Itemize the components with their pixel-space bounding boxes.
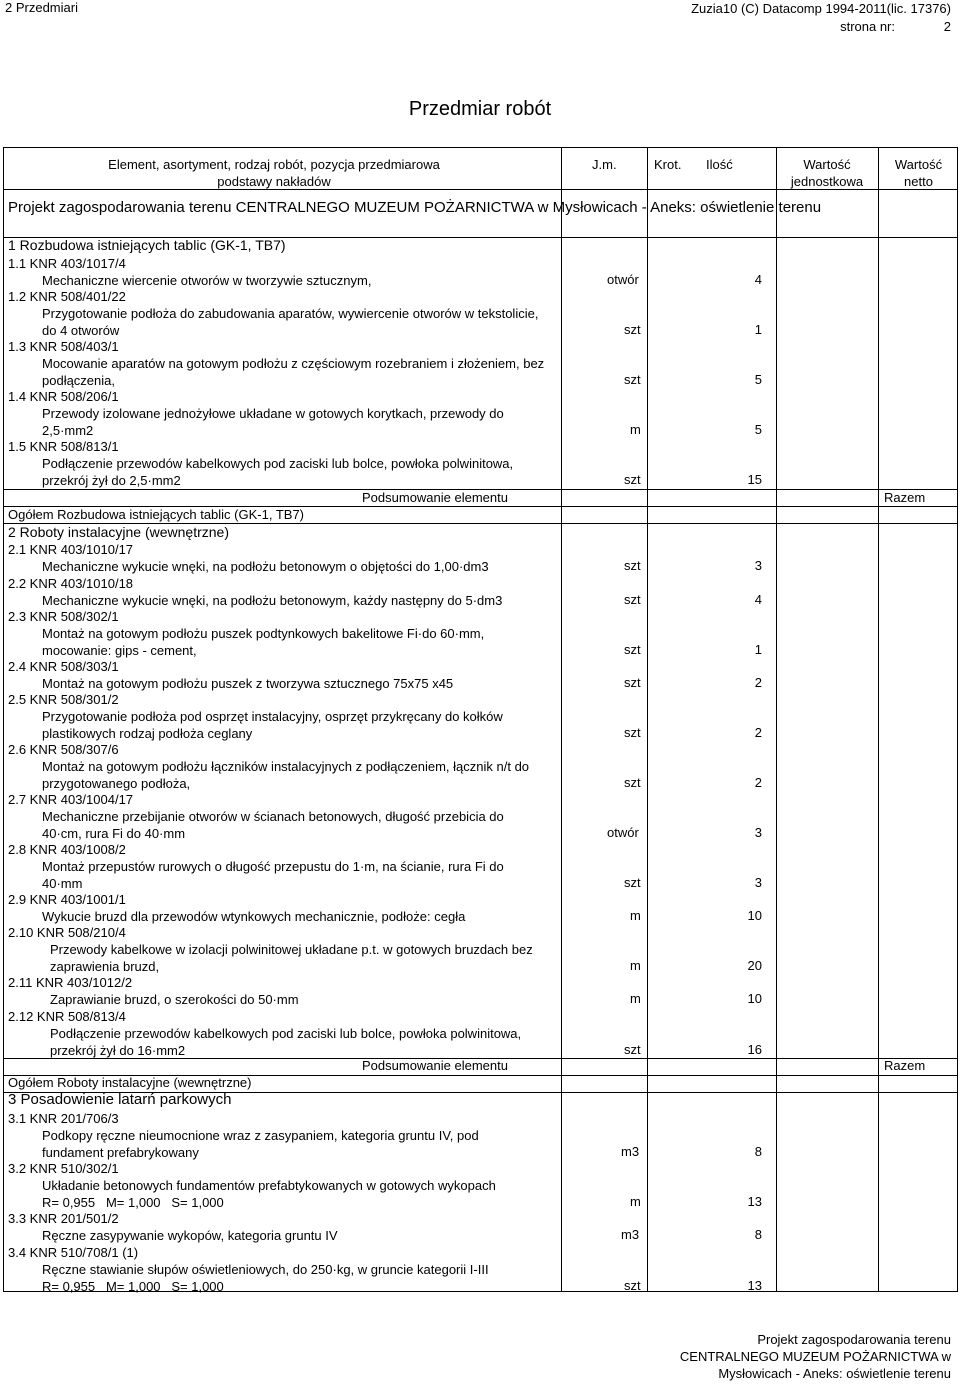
item-code: 2.5 KNR 508/301/2 <box>8 692 119 707</box>
item-description-cont: przekrój żył do 2,5·mm2 <box>42 473 181 488</box>
item-description-cont: do 4 otworów <box>42 323 120 338</box>
col-header-ilosc: Ilość <box>706 157 733 172</box>
table-row <box>8 974 564 1008</box>
table-row <box>8 1160 564 1211</box>
item-code: 2.3 KNR 508/302/1 <box>8 609 119 624</box>
table-row <box>8 255 564 289</box>
item-unit: szt <box>624 472 641 487</box>
summary-label: Podsumowanie elementu <box>362 490 508 505</box>
item-description-cont: przekrój żył do 16·mm2 <box>50 1043 186 1058</box>
item-unit: szt <box>624 1042 641 1057</box>
item-quantity: 3 <box>754 558 762 573</box>
item-unit: m <box>630 1194 641 1209</box>
item-code: 2.6 KNR 508/307/6 <box>8 742 119 757</box>
col-divider <box>878 148 879 1291</box>
item-description: Mechaniczne wykucie wnęki, na podłożu betonowym, każdy następny do 5·dm3 <box>42 593 503 608</box>
item-unit: otwór <box>607 825 639 840</box>
table-row <box>8 1110 564 1161</box>
item-quantity: 1 <box>754 642 762 657</box>
item-description: Podkopy ręczne nieumocnione wraz z zasypaniem, kategoria gruntu IV, pod <box>42 1128 479 1143</box>
summary-label: Podsumowanie elementu <box>362 1058 508 1073</box>
table-row <box>8 388 564 439</box>
item-description-cont: plastikowych rodzaj podłoża ceglany <box>42 726 253 741</box>
license-line: Zuzia10 (C) Datacomp 1994-2011(lic. 17376) <box>691 1 951 16</box>
table-row <box>8 338 564 389</box>
item-description: Mechaniczne wykucie wnęki, na podłożu betonowym o objętości do 1,00·dm3 <box>42 559 489 574</box>
footer-line: CENTRALNEGO MUZEUM POŻARNICTWA w <box>679 1349 951 1364</box>
section-total-label: Ogółem Rozbudowa istniejących tablic (GK-1, TB7) <box>8 507 304 522</box>
item-description: Mechaniczne wiercenie otworów w tworzywie sztucznym, <box>42 273 372 288</box>
item-quantity: 8 <box>754 1227 762 1242</box>
item-description: Układanie betonowych fundamentów prefabtykowanych w gotowych wykopach <box>42 1178 496 1193</box>
page-info <box>691 18 951 36</box>
item-code: 3.2 KNR 510/302/1 <box>8 1161 119 1176</box>
table-row <box>8 891 564 925</box>
item-code: 1.5 KNR 508/813/1 <box>8 439 119 454</box>
summary-total-label: Razem <box>884 490 926 505</box>
item-unit: m3 <box>621 1227 640 1242</box>
table-row <box>8 1244 564 1295</box>
section-total-label: Ogółem Roboty instalacyjne (wewnętrzne) <box>8 1075 252 1090</box>
item-unit: szt <box>624 372 641 387</box>
item-description-cont: R= 0,955 M= 1,000 S= 1,000 <box>42 1279 224 1294</box>
table-row <box>8 1210 564 1244</box>
col-header-net-value-l2: netto <box>904 174 933 189</box>
item-code: 2.2 KNR 403/1010/18 <box>8 576 134 591</box>
item-quantity: 15 <box>747 472 762 487</box>
page-number: 2 <box>943 19 951 34</box>
table-row <box>8 608 564 659</box>
page-title: Przedmiar robót <box>408 98 552 120</box>
item-unit: m <box>630 908 641 923</box>
table-row <box>8 658 564 692</box>
table-row <box>8 741 564 792</box>
item-quantity: 8 <box>754 1144 762 1159</box>
item-description-cont: R= 0,955 M= 1,000 S= 1,000 <box>42 1195 224 1210</box>
item-code: 1.1 KNR 403/1017/4 <box>8 256 126 271</box>
item-unit: szt <box>624 1278 641 1293</box>
item-unit: szt <box>624 675 641 690</box>
page-label: strona nr: <box>840 19 895 34</box>
col-divider <box>776 148 777 1291</box>
bill-of-quantities-table <box>3 147 958 1292</box>
table-row <box>8 541 564 575</box>
table-row <box>8 1008 564 1059</box>
footer-line: Mysłowicach - Aneks: oświetlenie terenu <box>718 1366 951 1381</box>
item-unit: otwór <box>607 272 639 287</box>
col-header-net-value <box>879 156 958 190</box>
item-unit: szt <box>624 642 641 657</box>
item-description: Przewody kabelkowe w izolacji polwinitowej układane p.t. w gotowych bruzdach bez <box>50 942 533 957</box>
col-header-net-value-l1: Wartość <box>894 157 943 172</box>
section-title: 2 Roboty instalacyjne (wewnętrzne) <box>8 524 229 540</box>
table-row <box>8 841 564 892</box>
footer-line: Projekt zagospodarowania terenu <box>757 1332 951 1347</box>
item-quantity: 16 <box>747 1042 762 1057</box>
item-description: Mechaniczne przebijanie otworów w ścianach betonowych, długość przebicia do <box>42 809 504 824</box>
item-quantity: 3 <box>754 825 762 840</box>
item-description: Montaż na gotowym podłożu łączników instalacyjnych z podłączeniem, łącznik n/t do <box>42 759 530 774</box>
col-header-unit-value-l1: Wartość <box>803 157 851 172</box>
item-description: Ręczne zasypywanie wykopów, kategoria gruntu IV <box>42 1228 338 1243</box>
summary-total-label: Razem <box>884 1058 926 1073</box>
item-code: 1.4 KNR 508/206/1 <box>8 389 119 404</box>
item-description-cont: zaprawienia bruzd, <box>50 959 160 974</box>
col-header-element <box>64 156 484 190</box>
col-header-unit-value <box>777 156 877 190</box>
item-description-cont: 40·mm <box>42 876 83 891</box>
col-header-element-l2: podstawy nakładów <box>217 174 331 189</box>
document-name: 2 Przedmiari <box>5 0 78 15</box>
item-description-cont: podłączenia, <box>42 373 115 388</box>
item-code: 2.12 KNR 508/813/4 <box>8 1009 126 1024</box>
item-description: Podłączenie przewodów kabelkowych pod zaciski lub bolce, powłoka polwinitowa, <box>42 456 514 471</box>
item-description-cont: mocowanie: gips - cement, <box>42 643 197 658</box>
item-code: 2.8 KNR 403/1008/2 <box>8 842 126 857</box>
item-description: Mocowanie aparatów na gotowym podłożu z częściowym rozebraniem i złożeniem, bez <box>42 356 545 371</box>
item-description: Montaż na gotowym podłożu puszek podtynkowych bakelitowe Fi·do 60·mm, <box>42 626 485 641</box>
item-description-cont: przygotowanego podłoża, <box>42 776 191 791</box>
item-quantity: 13 <box>747 1194 762 1209</box>
item-code: 2.9 KNR 403/1001/1 <box>8 892 126 907</box>
item-unit: szt <box>624 322 641 337</box>
col-divider <box>647 148 648 1291</box>
item-code: 2.1 KNR 403/1010/17 <box>8 542 134 557</box>
table-row <box>8 691 564 742</box>
item-quantity: 20 <box>747 958 762 973</box>
item-description: Wykucie bruzd dla przewodów wtynkowych mechanicznie, podłoże: cegła <box>42 909 466 924</box>
section-title: 3 Posadowienie latarń parkowych <box>8 1091 232 1108</box>
item-quantity: 4 <box>754 272 762 287</box>
table-row <box>8 288 564 339</box>
item-code: 2.7 KNR 403/1004/17 <box>8 792 134 807</box>
item-unit: szt <box>624 558 641 573</box>
item-description: Podłączenie przewodów kabelkowych pod zaciski lub bolce, powłoka polwinitowa, <box>50 1026 522 1041</box>
item-code: 2.11 KNR 403/1012/2 <box>8 975 133 990</box>
project-title: Projekt zagospodarowania terenu CENTRALNEGO MUZEUM POŻARNICTWA w Mysłowicach - Aneks: oświetlenie terenu <box>8 199 822 216</box>
item-description-cont: 2,5·mm2 <box>42 423 94 438</box>
item-quantity: 1 <box>754 322 762 337</box>
item-code: 1.3 KNR 508/403/1 <box>8 339 119 354</box>
item-description: Przygotowanie podłoża pod osprzęt instalacyjny, osprzęt przykręcany do kołków <box>42 709 503 724</box>
table-row <box>8 575 564 609</box>
item-quantity: 5 <box>754 372 762 387</box>
item-code: 2.4 KNR 508/303/1 <box>8 659 119 674</box>
col-header-unit-value-l2: jednostkowa <box>790 174 864 189</box>
item-description: Montaż na gotowym podłożu puszek z tworzywa sztucznego 75x75 x45 <box>42 676 454 691</box>
item-code: 3.3 KNR 201/501/2 <box>8 1211 119 1226</box>
item-unit: m3 <box>621 1144 640 1159</box>
item-description: Zaprawianie bruzd, o szerokości do 50·mm <box>50 992 299 1007</box>
item-unit: szt <box>624 875 641 890</box>
item-code: 3.4 KNR 510/708/1 (1) <box>8 1245 139 1260</box>
item-description: Przewody izolowane jednożyłowe układane w gotowych korytkach, przewody do <box>42 406 504 421</box>
col-header-element-l1: Element, asortyment, rodzaj robót, pozycja przedmiarowa <box>108 157 440 172</box>
item-description-cont: fundament prefabrykowany <box>42 1145 199 1160</box>
table-row <box>8 924 564 975</box>
item-description-cont: 40·cm, rura Fi do 40·mm <box>42 826 186 841</box>
item-quantity: 2 <box>754 775 762 790</box>
item-description: Ręczne stawianie słupów oświetleniowych, do 250·kg, w gruncie kategorii I-III <box>42 1262 489 1277</box>
item-unit: szt <box>624 592 641 607</box>
item-quantity: 13 <box>747 1278 762 1293</box>
item-unit: m <box>630 991 641 1006</box>
col-header-jm: J.m. <box>592 157 617 172</box>
item-code: 3.1 KNR 201/706/3 <box>8 1111 119 1126</box>
item-code: 2.10 KNR 508/210/4 <box>8 925 126 940</box>
license-info <box>691 0 951 36</box>
item-quantity: 3 <box>754 875 762 890</box>
item-unit: m <box>630 422 641 437</box>
section-title: 1 Rozbudowa istniejących tablic (GK-1, TB7) <box>8 237 286 253</box>
item-unit: szt <box>624 725 641 740</box>
item-quantity: 10 <box>747 991 762 1006</box>
table-row <box>8 438 564 489</box>
item-quantity: 2 <box>754 725 762 740</box>
item-quantity: 5 <box>754 422 762 437</box>
table-row <box>8 791 564 842</box>
item-quantity: 2 <box>754 675 762 690</box>
item-code: 1.2 KNR 508/401/22 <box>8 289 126 304</box>
item-unit: szt <box>624 775 641 790</box>
item-description: Przygotowanie podłoża do zabudowania aparatów, wywiercenie otworów w tekstolicie, <box>42 306 539 321</box>
item-description: Montaż przepustów rurowych o długość przepustu do 1·m, na ścianie, rura Fi do <box>42 859 504 874</box>
item-unit: m <box>630 958 641 973</box>
item-quantity: 4 <box>754 592 762 607</box>
item-quantity: 10 <box>747 908 762 923</box>
page-footer <box>631 1331 951 1382</box>
col-header-krot: Krot. <box>654 157 682 172</box>
